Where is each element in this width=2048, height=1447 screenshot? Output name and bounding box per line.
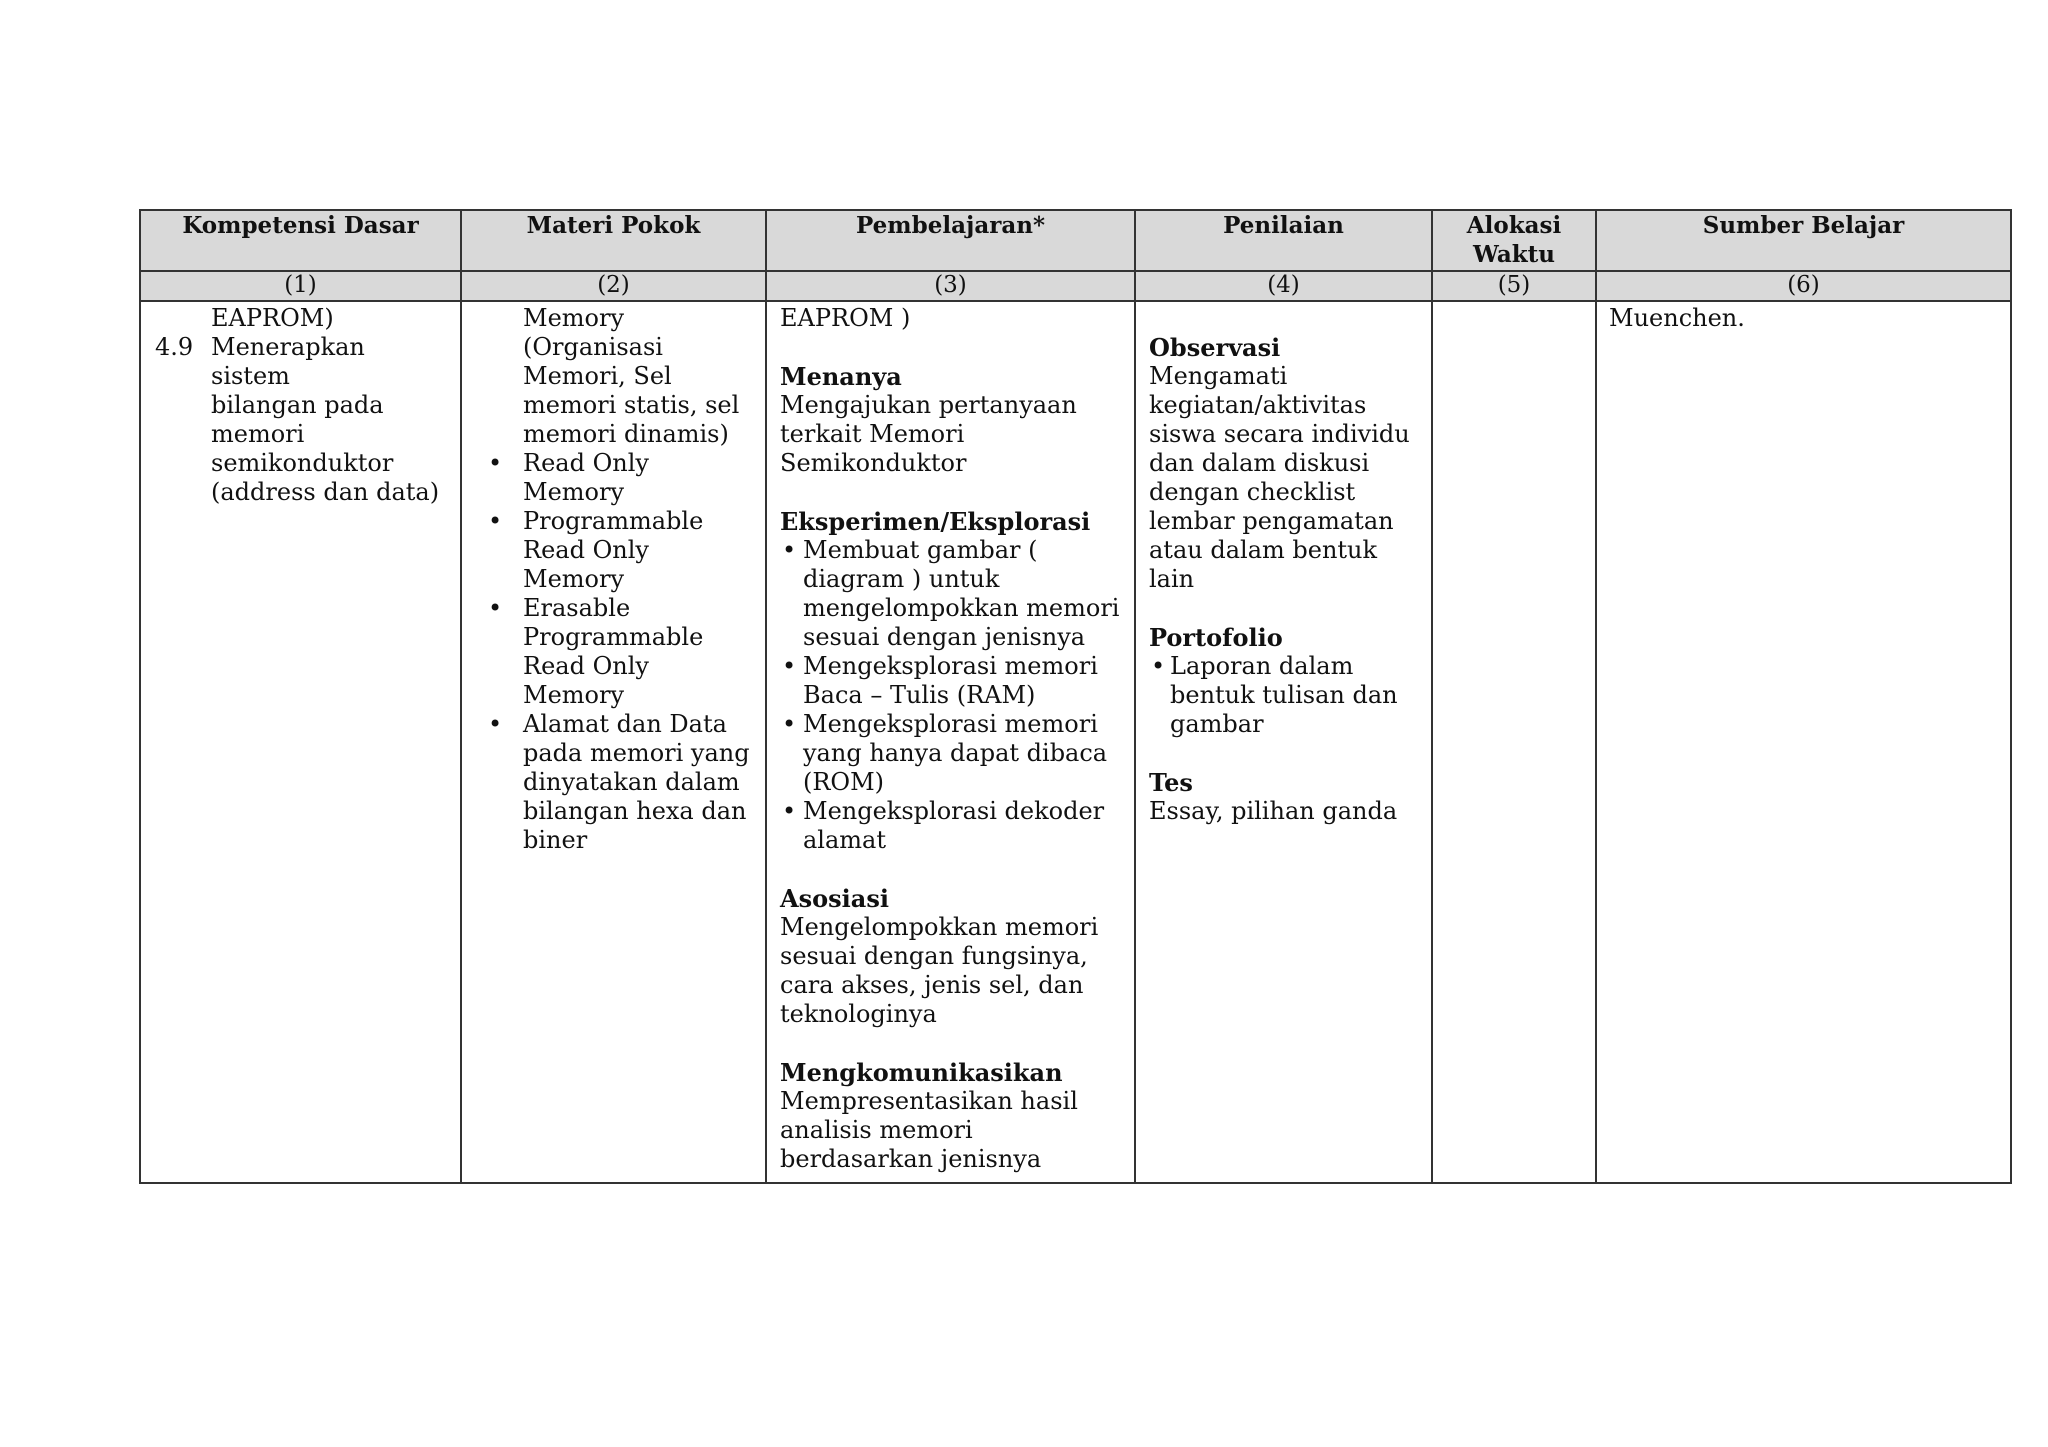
bullet-icon: • bbox=[488, 449, 503, 477]
list-item bbox=[484, 449, 757, 507]
asosiasi-text: Mengelompokkan memori sesuai dengan fungsinya, cara akses, jenis sel, dan teknologinya bbox=[780, 913, 1099, 1028]
materi-continued-line: Memory bbox=[523, 304, 625, 332]
bullet-icon: • bbox=[1151, 652, 1166, 680]
bullet-icon: • bbox=[782, 797, 797, 825]
bullet-icon: • bbox=[782, 652, 797, 680]
bullet-icon: • bbox=[488, 594, 503, 622]
cell-alokasi-waktu bbox=[1432, 301, 1596, 1183]
portofolio-bullet-list bbox=[1149, 652, 1421, 739]
header-row bbox=[140, 210, 2011, 271]
syllabus-table bbox=[139, 209, 2012, 1184]
materi-bullet-list bbox=[484, 449, 757, 855]
header-alokasi-waktu: Alokasi Waktu bbox=[1432, 210, 1596, 271]
observasi-text: Mengamati kegiatan/aktivitas siswa secara individu dan dalam diskusi dengan checklist lembar pengamatan atau dalam bentuk lain bbox=[1149, 362, 1410, 593]
eksperimen-heading: Eksperimen/Eksplorasi bbox=[780, 507, 1091, 536]
bullet-icon: • bbox=[782, 536, 797, 564]
column-number: (4) bbox=[1135, 271, 1432, 301]
header-penilaian: Penilaian bbox=[1135, 210, 1432, 271]
list-item bbox=[1149, 652, 1421, 739]
column-number: (1) bbox=[140, 271, 461, 301]
list-item bbox=[780, 652, 1124, 710]
column-number-row bbox=[140, 271, 2011, 301]
column-number: (2) bbox=[461, 271, 766, 301]
materi-continued-line: Memori, Sel bbox=[523, 362, 672, 390]
materi-bullet-text: Erasable Programmable Read Only Memory bbox=[523, 594, 704, 709]
observasi-heading: Observasi bbox=[1149, 333, 1281, 362]
cell-penilaian bbox=[1135, 301, 1432, 1183]
header-materi-pokok: Materi Pokok bbox=[461, 210, 766, 271]
header-kompetensi-dasar: Kompetensi Dasar bbox=[140, 210, 461, 271]
kd-text-line: memori bbox=[211, 420, 305, 448]
header-pembelajaran: Pembelajaran* bbox=[766, 210, 1135, 271]
eksperimen-bullet-text: Mengeksplorasi memori Baca – Tulis (RAM) bbox=[803, 652, 1098, 709]
portofolio-heading: Portofolio bbox=[1149, 623, 1283, 652]
sumber-belajar-text: Muenchen. bbox=[1609, 304, 1745, 332]
menanya-heading: Menanya bbox=[780, 362, 902, 391]
list-item bbox=[780, 536, 1124, 652]
eksperimen-bullet-text: Mengeksplorasi dekoder alamat bbox=[803, 797, 1105, 854]
list-item bbox=[484, 507, 757, 594]
list-item bbox=[780, 797, 1124, 855]
materi-continued-line: (Organisasi bbox=[523, 333, 663, 361]
eksperimen-bullet-text: Membuat gambar ( diagram ) untuk mengelompokkan memori sesuai dengan jenisnya bbox=[803, 536, 1120, 651]
kd-continued-text: EAPROM) bbox=[211, 304, 334, 332]
kd-text-line: bilangan pada bbox=[211, 391, 384, 419]
portofolio-bullet-text: Laporan dalam bentuk tulisan dan gambar bbox=[1170, 652, 1398, 738]
tes-text: Essay, pilihan ganda bbox=[1149, 797, 1398, 825]
header-sumber-belajar: Sumber Belajar bbox=[1596, 210, 2011, 271]
bullet-icon: • bbox=[488, 507, 503, 535]
cell-sumber-belajar bbox=[1596, 301, 2011, 1183]
materi-bullet-text: Programmable Read Only Memory bbox=[523, 507, 704, 593]
list-item bbox=[484, 594, 757, 710]
materi-bullet-text: Read Only Memory bbox=[523, 449, 649, 506]
materi-bullet-text: Alamat dan Data pada memori yang dinyatakan dalam bilangan hexa dan biner bbox=[523, 710, 750, 854]
pembelajaran-continued-text: EAPROM ) bbox=[780, 304, 911, 332]
tes-heading: Tes bbox=[1149, 768, 1193, 797]
cell-pembelajaran bbox=[766, 301, 1135, 1183]
cell-kompetensi-dasar bbox=[140, 301, 461, 1183]
materi-continued-line: memori dinamis) bbox=[523, 420, 729, 448]
eksperimen-bullet-text: Mengeksplorasi memori yang hanya dapat dibaca (ROM) bbox=[803, 710, 1108, 796]
cell-materi-pokok bbox=[461, 301, 766, 1183]
eksperimen-bullet-list bbox=[780, 536, 1124, 855]
column-number: (5) bbox=[1432, 271, 1596, 301]
materi-continued-line: memori statis, sel bbox=[523, 391, 740, 419]
bullet-icon: • bbox=[488, 710, 503, 738]
menanya-text: Mengajukan pertanyaan terkait Memori Semikonduktor bbox=[780, 391, 1077, 477]
kd-text-line: Menerapkan sistem bbox=[211, 333, 365, 390]
list-item bbox=[780, 710, 1124, 797]
mengkomunikasikan-text: Mempresentasikan hasil analisis memori berdasarkan jenisnya bbox=[780, 1087, 1078, 1173]
column-number: (3) bbox=[766, 271, 1135, 301]
kd-text-line: semikonduktor bbox=[211, 449, 394, 477]
kd-text-line: (address dan data) bbox=[211, 478, 440, 506]
mengkomunikasikan-heading: Mengkomunikasikan bbox=[780, 1058, 1063, 1087]
asosiasi-heading: Asosiasi bbox=[780, 884, 889, 913]
list-item bbox=[484, 710, 757, 855]
content-row bbox=[140, 301, 2011, 1183]
bullet-icon: • bbox=[782, 710, 797, 738]
kd-number: 4.9 bbox=[155, 333, 194, 361]
column-number: (6) bbox=[1596, 271, 2011, 301]
